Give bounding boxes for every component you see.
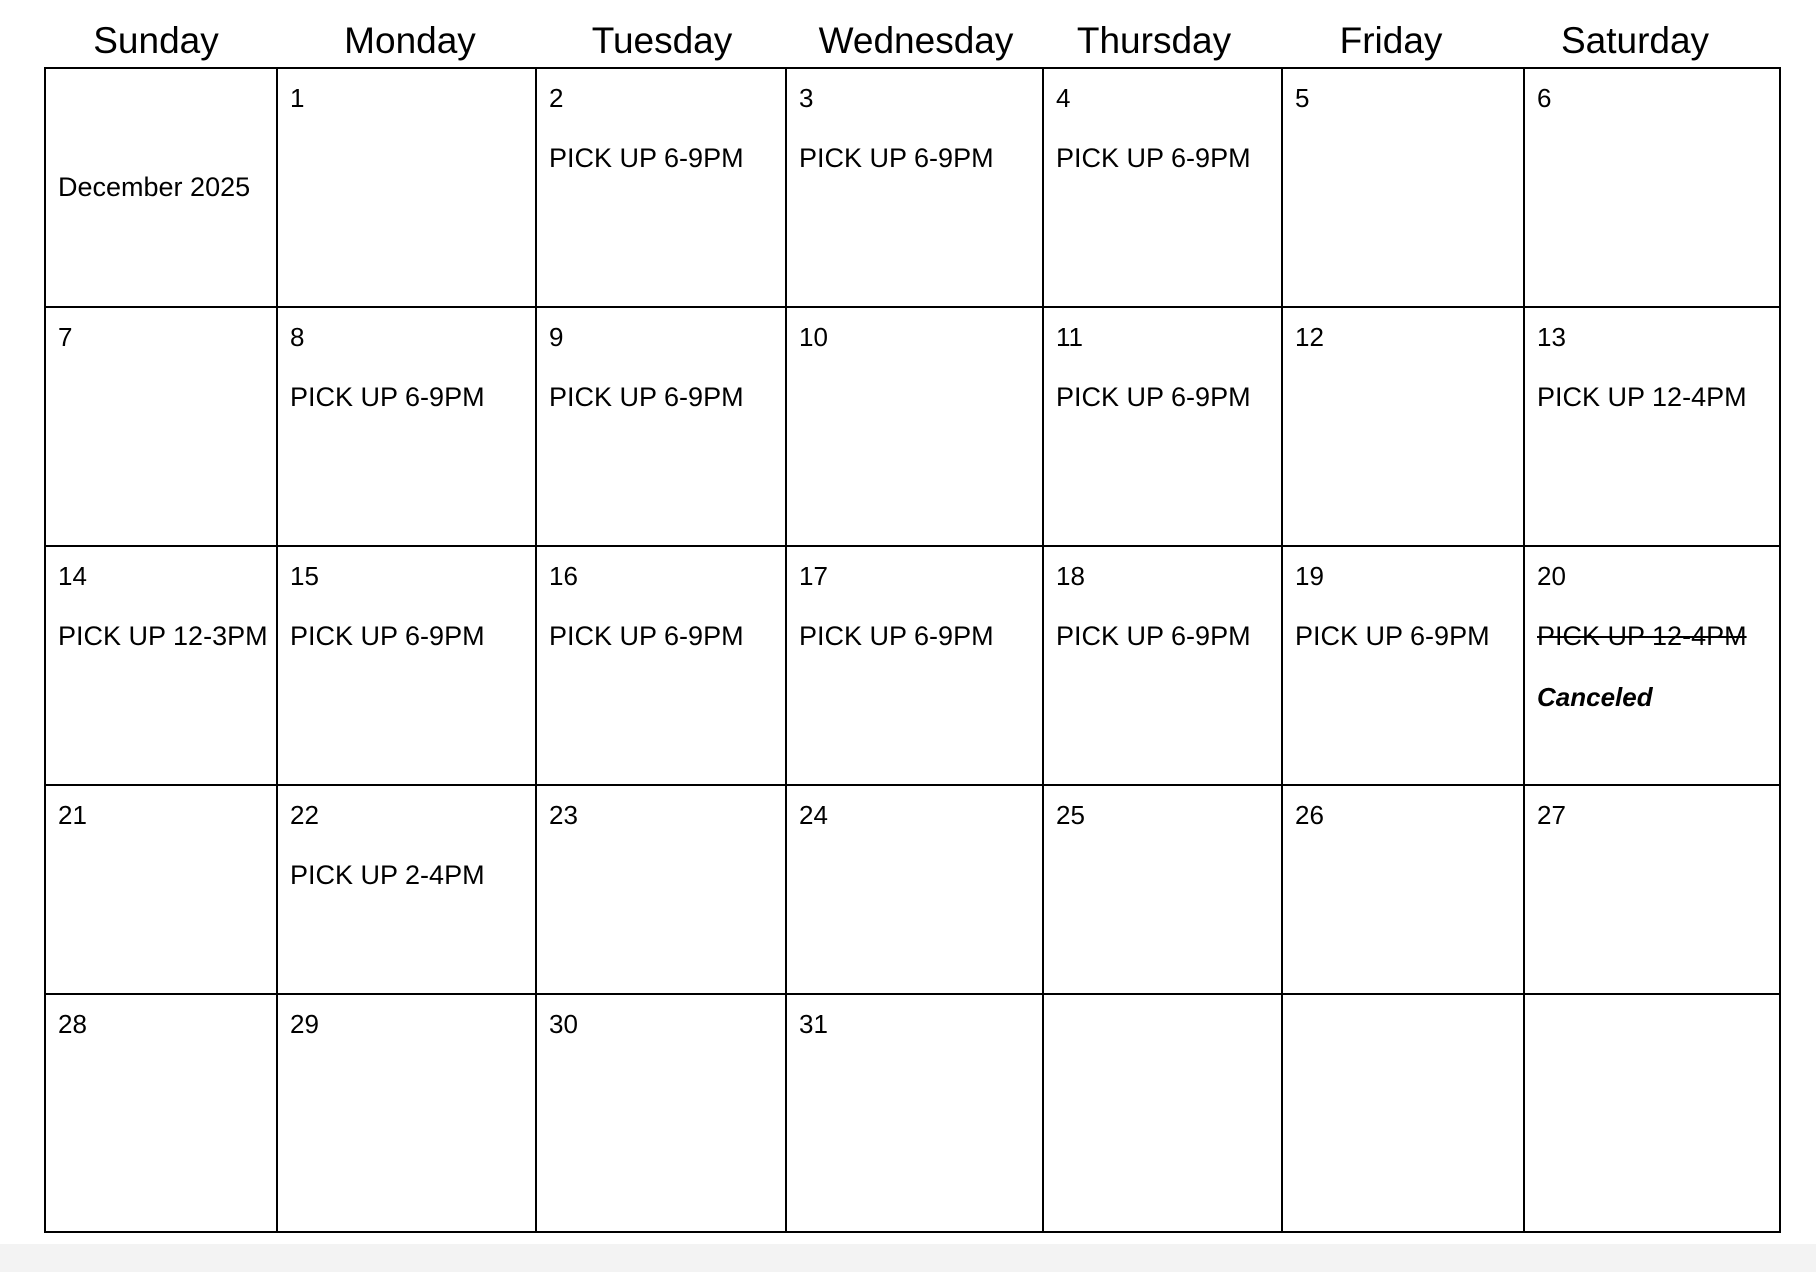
weekday-thursday: Thursday xyxy=(1076,20,1232,61)
day-cell-29 xyxy=(278,995,537,1231)
day-number: 18 xyxy=(1056,561,1085,591)
day-number: 14 xyxy=(58,561,87,591)
day-number: 9 xyxy=(549,322,564,352)
empty-day-cell xyxy=(1044,995,1283,1231)
pickup-event: PICK UP 6-9PM xyxy=(549,621,744,651)
day-cell-24 xyxy=(787,786,1044,995)
day-number: 4 xyxy=(1056,83,1071,113)
day-number: 10 xyxy=(799,322,828,352)
day-number: 26 xyxy=(1295,800,1324,830)
day-number: 22 xyxy=(290,800,319,830)
day-number: 19 xyxy=(1295,561,1324,591)
day-cell-1 xyxy=(278,69,537,308)
day-cell-19 xyxy=(1283,547,1525,786)
day-number: 5 xyxy=(1295,83,1310,113)
pickup-event: PICK UP 6-9PM xyxy=(799,621,994,651)
day-number: 13 xyxy=(1537,322,1566,352)
day-number: 17 xyxy=(799,561,828,591)
day-cell-18 xyxy=(1044,547,1283,786)
day-cell-13 xyxy=(1525,308,1779,547)
pickup-event: PICK UP 2-4PM xyxy=(290,860,485,890)
weekday-tuesday: Tuesday xyxy=(591,20,733,61)
day-cell-5 xyxy=(1283,69,1525,308)
weekday-sunday: Sunday xyxy=(93,20,219,61)
day-number: 12 xyxy=(1295,322,1324,352)
pickup-event: PICK UP 6-9PM xyxy=(290,382,485,412)
weekday-friday: Friday xyxy=(1339,20,1443,61)
canceled-pickup-event: PICK UP 12-4PM xyxy=(1537,621,1747,651)
day-cell-30 xyxy=(537,995,787,1231)
day-number: 8 xyxy=(290,322,305,352)
month-label: December 2025 xyxy=(58,172,251,202)
weekday-monday: Monday xyxy=(344,20,476,61)
day-number: 3 xyxy=(799,83,814,113)
day-number: 7 xyxy=(58,322,73,352)
weekday-header-row xyxy=(44,14,1780,68)
day-number: 21 xyxy=(58,800,87,830)
pickup-event: PICK UP 6-9PM xyxy=(799,143,994,173)
day-cell-31 xyxy=(787,995,1044,1231)
empty-day-cell xyxy=(1525,995,1779,1231)
day-cell-25 xyxy=(1044,786,1283,995)
pickup-event: PICK UP 12-3PM xyxy=(58,621,268,651)
day-number: 23 xyxy=(549,800,578,830)
day-cell-26 xyxy=(1283,786,1525,995)
day-cell-27 xyxy=(1525,786,1779,995)
day-cell-14 xyxy=(46,547,278,786)
day-cell-9 xyxy=(537,308,787,547)
pickup-event: PICK UP 6-9PM xyxy=(1295,621,1490,651)
day-cell-16 xyxy=(537,547,787,786)
day-cell-23 xyxy=(537,786,787,995)
weekday-wednesday: Wednesday xyxy=(818,20,1014,61)
day-cell-8 xyxy=(278,308,537,547)
day-number: 11 xyxy=(1056,322,1083,352)
day-cell-17 xyxy=(787,547,1044,786)
day-number: 29 xyxy=(290,1009,319,1039)
day-cell-15 xyxy=(278,547,537,786)
day-number: 25 xyxy=(1056,800,1085,830)
day-number: 6 xyxy=(1537,83,1552,113)
pickup-event: PICK UP 6-9PM xyxy=(549,382,744,412)
empty-day-cell xyxy=(46,69,278,308)
day-cell-6 xyxy=(1525,69,1779,308)
pickup-event: PICK UP 6-9PM xyxy=(1056,382,1251,412)
pickup-event: PICK UP 6-9PM xyxy=(549,143,744,173)
day-cell-3 xyxy=(787,69,1044,308)
day-number: 28 xyxy=(58,1009,87,1039)
pickup-event: PICK UP 6-9PM xyxy=(1056,143,1251,173)
day-number: 24 xyxy=(799,800,828,830)
pickup-event: PICK UP 6-9PM xyxy=(290,621,485,651)
day-number: 1 xyxy=(290,83,305,113)
day-number: 2 xyxy=(549,83,564,113)
day-cell-4 xyxy=(1044,69,1283,308)
day-cell-7 xyxy=(46,308,278,547)
day-cell-28 xyxy=(46,995,278,1231)
day-number: 20 xyxy=(1537,561,1566,591)
day-number: 15 xyxy=(290,561,319,591)
day-cell-22 xyxy=(278,786,537,995)
day-number: 30 xyxy=(549,1009,578,1039)
weekday-saturday: Saturday xyxy=(1560,20,1710,61)
day-number: 31 xyxy=(799,1009,828,1039)
event-status-note: Canceled xyxy=(1537,682,1653,712)
day-cell-12 xyxy=(1283,308,1525,547)
empty-day-cell xyxy=(1283,995,1525,1231)
day-cell-21 xyxy=(46,786,278,995)
page-bottom-band xyxy=(0,1244,1816,1272)
day-cell-20 xyxy=(1525,547,1779,786)
calendar-grid xyxy=(44,67,1781,1233)
pickup-event: PICK UP 12-4PM xyxy=(1537,382,1747,412)
day-cell-2 xyxy=(537,69,787,308)
day-number: 16 xyxy=(549,561,578,591)
day-cell-10 xyxy=(787,308,1044,547)
pickup-event: PICK UP 6-9PM xyxy=(1056,621,1251,651)
day-cell-11 xyxy=(1044,308,1283,547)
day-number: 27 xyxy=(1537,800,1566,830)
